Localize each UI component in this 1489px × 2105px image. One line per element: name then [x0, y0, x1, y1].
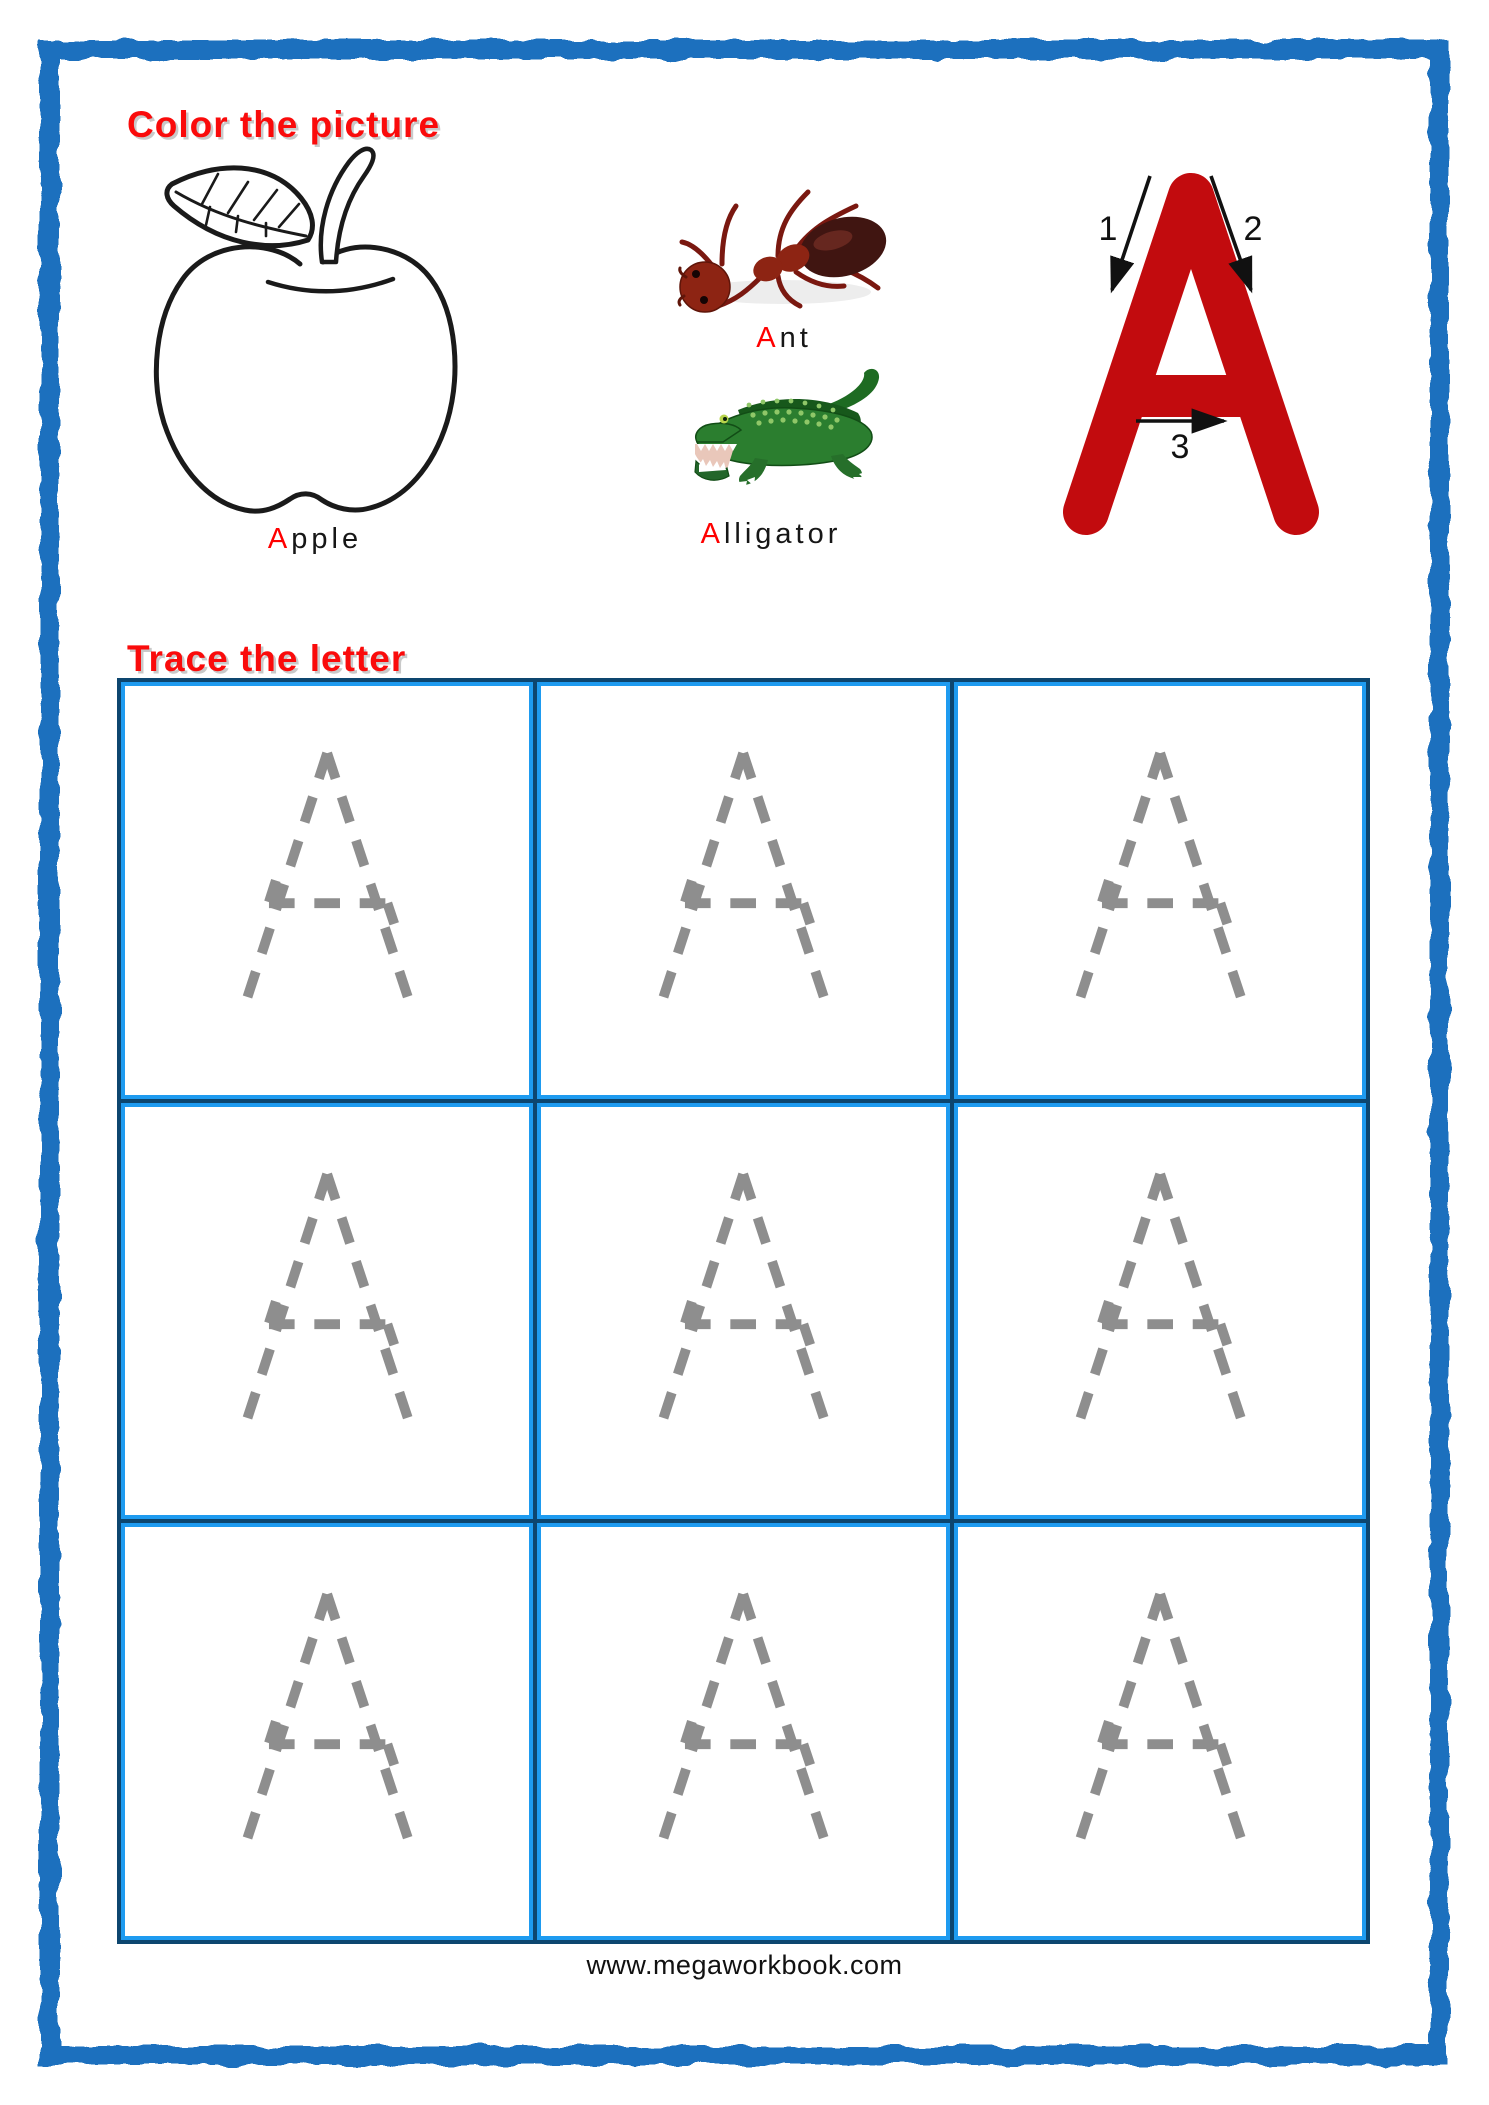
trace-grid-row: [119, 1101, 1368, 1522]
apple-label-rest: pple: [291, 523, 363, 555]
trace-letter-outline: [954, 682, 1366, 1099]
trace-letter-outline: [954, 1523, 1366, 1940]
trace-letter-outline: [537, 682, 949, 1099]
alligator-image: [683, 358, 895, 490]
trace-cell: [952, 1101, 1368, 1522]
ant-label-rest: nt: [779, 322, 812, 354]
trace-cell: [119, 1521, 535, 1942]
trace-cell: [119, 680, 535, 1101]
ant-eye: [692, 270, 700, 278]
trace-cell: [952, 1521, 1368, 1942]
stroke-number-3: 3: [1170, 428, 1190, 466]
trace-cell: [535, 1521, 951, 1942]
trace-grid-row: [119, 1521, 1368, 1942]
trace-letter-outline: [537, 1103, 949, 1520]
stroke-number-1: 1: [1098, 210, 1118, 248]
trace-letter-outline: [121, 1103, 533, 1520]
trace-cell: [535, 680, 951, 1101]
ant-label: [678, 322, 890, 355]
alligator-label: [640, 518, 902, 551]
color-picture-heading: Color the picture: [127, 104, 441, 145]
ant-eye: [700, 296, 708, 304]
trace-letter-heading: Trace the letter: [127, 638, 407, 679]
trace-grid-row: [119, 680, 1368, 1101]
apple-label: [150, 523, 480, 556]
ant-image: [678, 168, 890, 308]
guide-letter-a: [1086, 196, 1296, 512]
footer-website-url: www.megaworkbook.com: [586, 1950, 903, 1980]
trace-cell: [952, 680, 1368, 1101]
letter-guide: [1058, 140, 1334, 540]
trace-letter-outline: [537, 1523, 949, 1940]
ant-label-initial: A: [756, 322, 780, 354]
trace-letter-outline: [954, 1103, 1366, 1520]
stroke-number-2: 2: [1243, 210, 1263, 248]
trace-letter-outline: [121, 682, 533, 1099]
alligator-label-rest: lligator: [723, 518, 842, 550]
trace-grid: [117, 678, 1370, 1944]
apple-label-initial: A: [267, 523, 292, 555]
trace-cell: [535, 1101, 951, 1522]
alligator-label-initial: A: [700, 518, 724, 550]
apple-outline-image: [150, 122, 480, 518]
trace-letter-outline: [121, 1523, 533, 1940]
trace-cell: [119, 1101, 535, 1522]
